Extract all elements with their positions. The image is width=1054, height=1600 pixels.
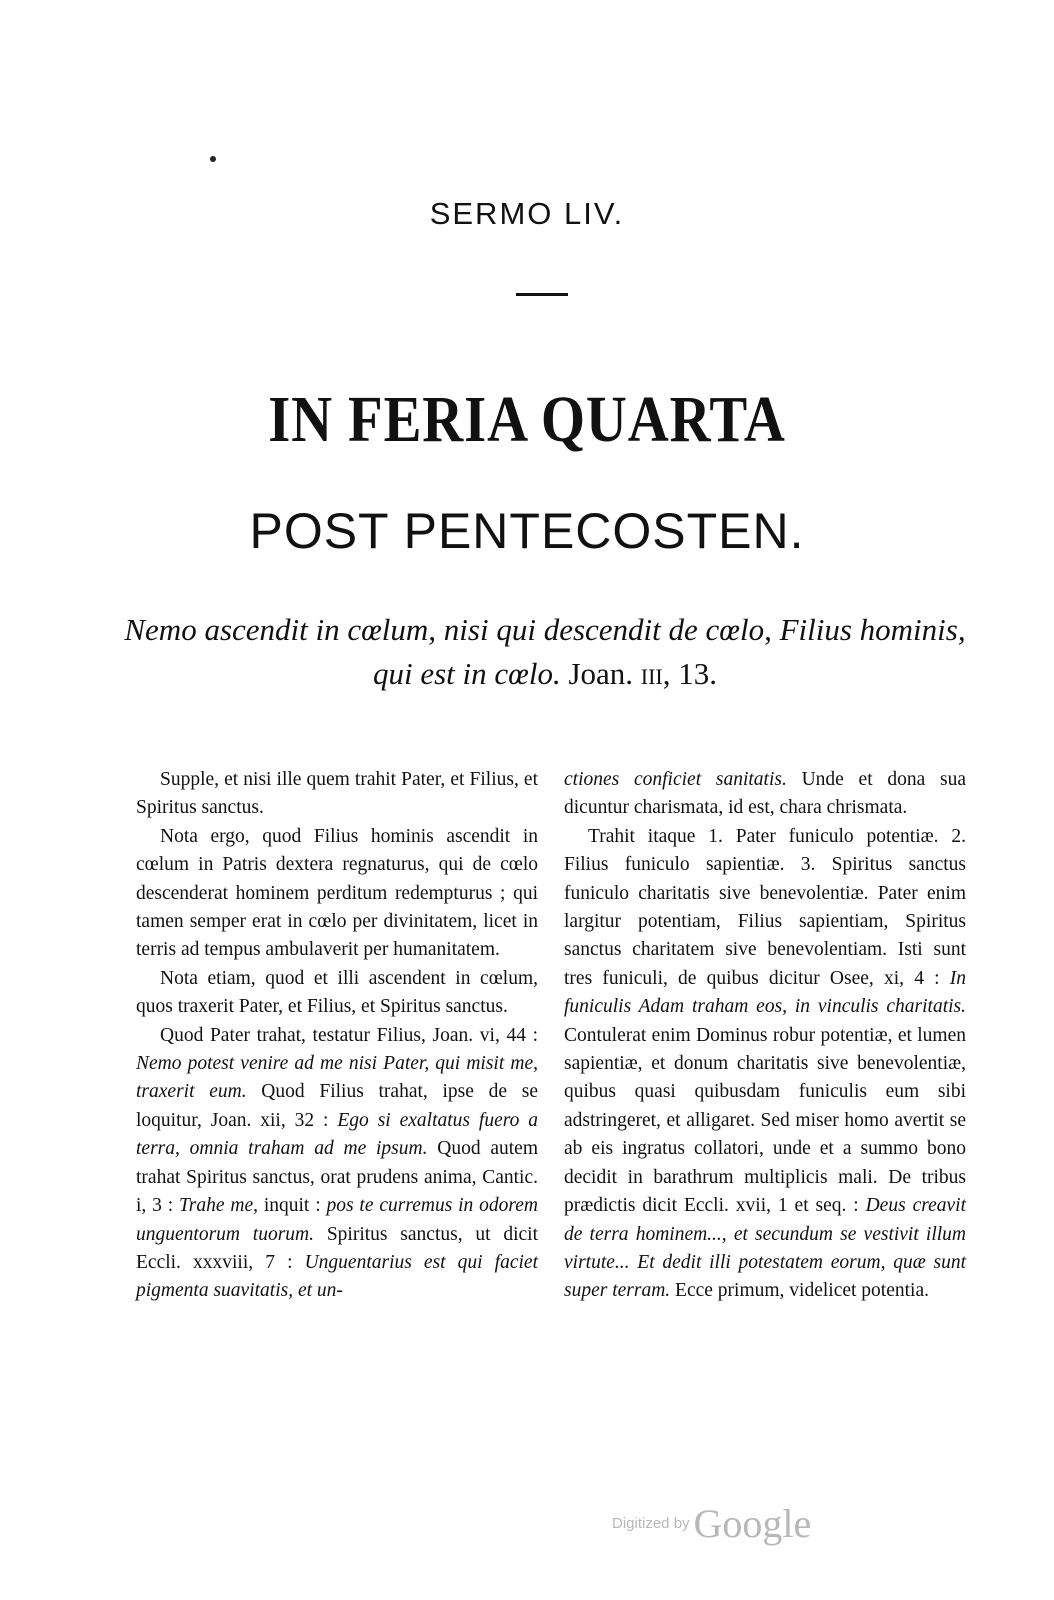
google-logo: Google <box>693 1501 812 1546</box>
digitization-watermark <box>612 1500 811 1547</box>
epigraph-reference-verse: , 13. <box>662 656 718 691</box>
scripture-quote: In funiculis Adam traham eos, in vinculis charitatis. <box>564 967 966 1018</box>
paragraph: Supple, et nisi ille quem trahit Pater, et Filius, et Spiritus sanctus. <box>136 769 538 819</box>
digitized-by-label: Digitized by <box>612 1515 690 1532</box>
text-run: Quod Pater trahat, testatur Filius, Joan. vi, 44 : <box>160 1024 538 1046</box>
epigraph-text: Nemo ascendit in cœlum, nisi qui descendit de cœlo, Filius hominis, qui est in cœlo. <box>124 612 966 691</box>
scripture-quote: Unguentarius est qui faciet pigmenta suavitatis, et un- <box>136 1251 538 1302</box>
scripture-quote: Nemo potest venire ad me nisi Pater, qui misit me, traxerit eum. <box>136 1053 538 1103</box>
text-run: Quod autem trahat Spiritus sanctus, orat prudens anima, Cantic. i, 3 : <box>136 1138 538 1217</box>
scripture-quote: Ego si exaltatus fuero a terra, omnia traham ad me ipsum. <box>136 1109 539 1160</box>
page-title: IN FERIA QUARTA <box>268 383 786 456</box>
paragraph <box>564 823 966 1306</box>
title-divider <box>516 293 568 296</box>
scripture-quote: Deus creavit de terra hominem..., et secundum se vestivit illum virtute... Et dedit illi potestatem eorum, quæ sunt super terram. <box>564 1195 966 1302</box>
text-run: Ecce primum, videlicet potentia. <box>670 1280 929 1302</box>
scripture-quote: Trahe me, <box>179 1195 258 1217</box>
paragraph: Nota etiam, quod et illi ascendent in cœlum, quos traxerit Pater, et Filius, et Spiritus sanctus. <box>136 967 538 1018</box>
paragraph <box>136 1022 538 1306</box>
epigraph-reference <box>568 656 717 691</box>
text-run: Spiritus sanctus, ut dicit Eccli. xxxviii, 7 : <box>136 1223 538 1273</box>
paragraph <box>564 766 966 823</box>
stray-dot <box>210 156 216 162</box>
text-run: inquit : <box>258 1195 327 1217</box>
right-column <box>564 766 966 1306</box>
epigraph-reference-book: Joan. <box>568 656 634 691</box>
epigraph <box>110 608 980 696</box>
epigraph-reference-chapter: iii <box>640 656 663 691</box>
paragraph: Nota ergo, quod Filius hominis ascendit in cœlum in Patris dextera regnaturus, qui de cœlo descenderat hominem perditum redempturus ; qui tamen semper erat in cœlo per divinitatem, licet in terris ad tempus ambulaverit per humanitatem. <box>136 825 538 961</box>
scripture-quote: pos te curremus in odorem unguentorum tuorum. <box>136 1195 539 1245</box>
sermo-number: SERMO LIV. <box>429 196 625 231</box>
scripture-quote: ctiones conficiet sanitatis. <box>564 769 787 790</box>
text-run: Contulerat enim Dominus robur potentiæ, et lumen sapientiæ, et donum charitatis sive benevolentiæ, quibus quasi quibusdam funiculis eum sibi adstringeret, et alligaret. Sed miser homo avertit se ab eis ingratus collatori, unde et a summo bono decidit in barathrum multiplicis mali. De tribus prædictis dicit Eccli. xvii, 1 et seq. : <box>564 1024 966 1217</box>
text-run: Unde et dona sua dicuntur charismata, id est, chara chrismata. <box>564 769 966 819</box>
page-subtitle: POST PENTECOSTEN. <box>249 503 805 559</box>
left-column <box>136 766 538 1306</box>
text-run: Trahit itaque 1. Pater funiculo potentiæ. 2. Filius funiculo sapientiæ. 3. Spiritus sanctus funiculo charitatis sive benevolentiæ. Pater enim largitur potentiam, Filius sapientiam, Spiritus sanctus charitatem sive benevolentiam. Isti sunt tres funiculi, de quibus dicitur Osee, xi, 4 : <box>564 825 966 989</box>
text-run: Quod Filius trahat, ipse de se loquitur, Joan. xii, 32 : <box>136 1081 538 1131</box>
